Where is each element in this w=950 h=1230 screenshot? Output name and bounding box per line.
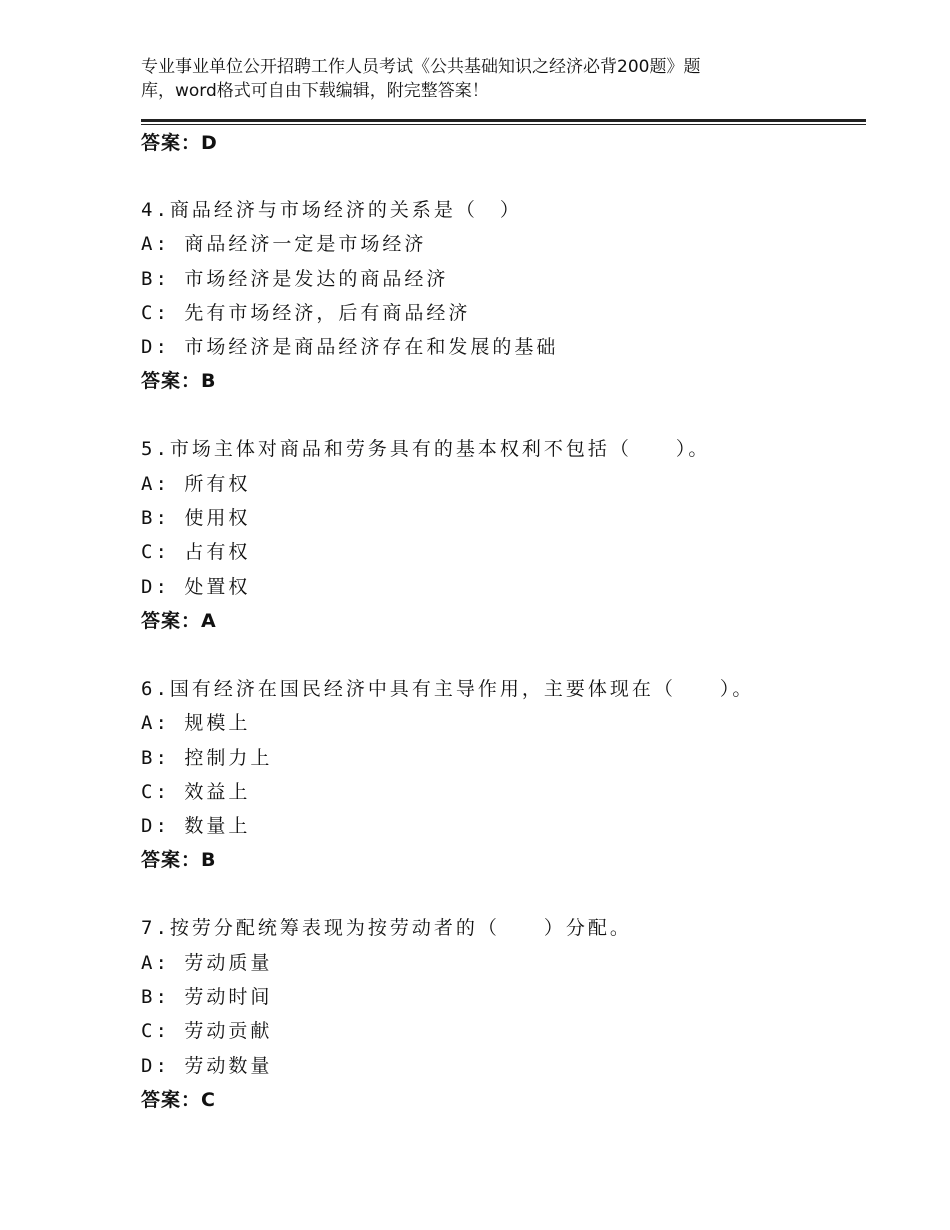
option-d: D: 市场经济是商品经济存在和发展的基础 bbox=[141, 336, 559, 359]
option-d: D: 劳动数量 bbox=[141, 1054, 273, 1077]
option-d: D: 数量上 bbox=[141, 815, 251, 838]
question-list bbox=[141, 193, 881, 1151]
option-a: A: 劳动质量 bbox=[141, 951, 273, 974]
answer-line: 答案：B bbox=[141, 370, 217, 393]
question-stem: 7.按劳分配统筹表现为按劳动者的（ ）分配。 bbox=[141, 917, 632, 940]
option-b: B: 控制力上 bbox=[141, 746, 273, 769]
header-rule-thick bbox=[141, 119, 866, 122]
option-d: D: 处置权 bbox=[141, 575, 251, 598]
answer-line: 答案：C bbox=[141, 1088, 216, 1111]
question-4 bbox=[141, 193, 881, 398]
answer-line: 答案：D bbox=[141, 132, 218, 154]
header-line-2: 库，word格式可自由下载编辑，附完整答案！ bbox=[141, 81, 489, 101]
question-5 bbox=[141, 432, 881, 637]
question-7 bbox=[141, 911, 881, 1116]
option-b: B: 劳动时间 bbox=[141, 986, 273, 1009]
question-stem: 5.市场主体对商品和劳务具有的基本权利不包括（ ）。 bbox=[141, 438, 711, 461]
question-6 bbox=[141, 672, 881, 877]
answer-line: 答案：B bbox=[141, 849, 217, 872]
question-stem: 6.国有经济在国民经济中具有主导作用，主要体现在（ ）。 bbox=[141, 677, 755, 700]
header-rule-thin bbox=[141, 124, 866, 125]
option-c: C: 效益上 bbox=[141, 780, 251, 803]
header-line-1: 专业事业单位公开招聘工作人员考试《公共基础知识之经济必背200题》题 bbox=[141, 57, 701, 77]
document-header bbox=[141, 55, 781, 103]
option-a: A: 规模上 bbox=[141, 712, 251, 735]
option-a: A: 所有权 bbox=[141, 472, 251, 495]
question-stem: 4.商品经济与市场经济的关系是（ ） bbox=[141, 199, 522, 221]
option-c: C: 劳动贡献 bbox=[141, 1020, 273, 1043]
option-b: B: 使用权 bbox=[141, 507, 251, 530]
option-a: A: 商品经济一定是市场经济 bbox=[141, 233, 427, 256]
answer-line: 答案：A bbox=[141, 609, 217, 632]
option-b: B: 市场经济是发达的商品经济 bbox=[141, 267, 449, 290]
option-c: C: 占有权 bbox=[141, 541, 251, 564]
option-c: C: 先有市场经济，后有商品经济 bbox=[141, 301, 471, 324]
